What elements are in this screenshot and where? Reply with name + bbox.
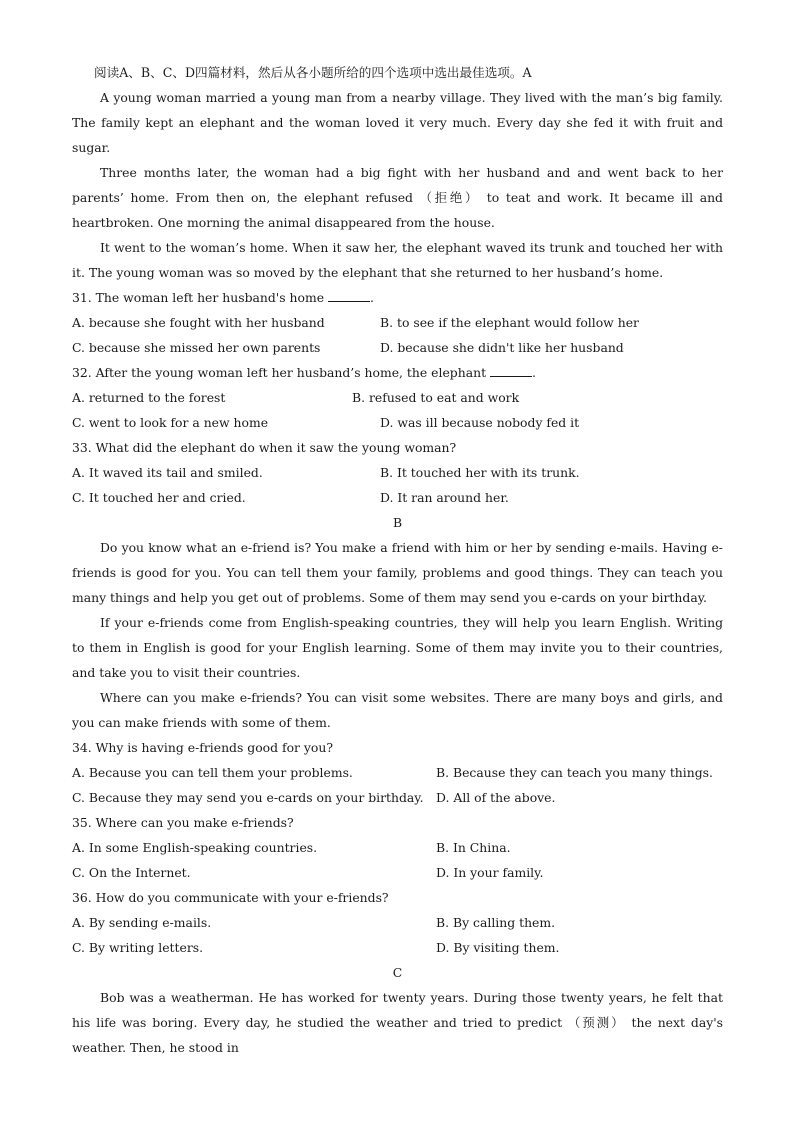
question-32-options-row-2 [72, 410, 723, 435]
option-c[interactable]: C. went to look for a new home [72, 415, 269, 430]
option-a[interactable]: A. In some English-speaking countries. [72, 840, 318, 855]
answer-blank [490, 362, 532, 377]
question-33-options-row-2 [72, 485, 723, 510]
question-31-options-row-1 [72, 310, 723, 335]
option-a[interactable]: A. By sending e-mails. [72, 915, 212, 930]
passage-b-paragraph-2: If your e-friends come from English-speaking countries, they will help you learn English. Writing to them in English is good for your English learning. Some of them may invite you to their countries, and take you to visit their countries. [72, 615, 723, 680]
option-d[interactable]: D. By visiting them. [436, 940, 560, 955]
option-a[interactable]: A. because she fought with her husband [72, 315, 325, 330]
option-d[interactable]: D. All of the above. [436, 790, 556, 805]
question-35: 35. Where can you make e-friends? [72, 815, 294, 830]
question-31 [72, 285, 723, 310]
question-33: 33. What did the elephant do when it saw the young woman? [72, 440, 457, 455]
option-b[interactable]: B. Because they can teach you many things. [436, 765, 713, 780]
option-b[interactable]: B. In China. [436, 840, 511, 855]
option-d[interactable]: D. because she didn't like her husband [380, 340, 624, 355]
question-tail: . [369, 290, 374, 305]
question-stem: 31. The woman left her husband's home [72, 290, 325, 305]
passage-b-paragraph-3: Where can you make e-friends? You can visit some websites. There are many boys and girls, and you can make friends with some of them. [72, 690, 723, 730]
option-d[interactable]: D. was ill because nobody fed it [380, 415, 580, 430]
question-stem: 32. After the young woman left her husband’s home, the elephant [72, 365, 487, 380]
option-a[interactable]: A. Because you can tell them your problems. [72, 765, 353, 780]
reading-instruction: 阅读A、B、C、D四篇材料，然后从各小题所给的四个选项中选出最佳选项。A [94, 65, 532, 80]
option-c[interactable]: C. By writing letters. [72, 940, 204, 955]
option-c[interactable]: C. It touched her and cried. [72, 490, 246, 505]
option-c[interactable]: C. because she missed her own parents [72, 340, 321, 355]
option-b[interactable]: B. refused to eat and work [352, 390, 520, 405]
passage-a-paragraph-3: It went to the woman’s home. When it saw her, the elephant waved its trunk and touched her with it. The young woman was so moved by the elephant that she returned to her husband’s home. [72, 240, 723, 280]
passage-a-paragraph-2: Three months later, the woman had a big fight with her husband and and went back to her parents’ home. From then on, the elephant refused （拒绝） to teat and work. It became ill and heartbroken. One morning the animal disappeared from the house. [72, 165, 723, 230]
answer-blank [328, 287, 370, 302]
question-35-options-row-2 [72, 860, 723, 885]
question-35-options-row-1 [72, 835, 723, 860]
passage-c-label: C [392, 965, 403, 980]
passage-b-label: B [392, 515, 403, 530]
question-32 [72, 360, 723, 385]
question-34-options-row-2 [72, 785, 723, 810]
passage-c-paragraph-1: Bob was a weatherman. He has worked for twenty years. During those twenty years, he felt that his life was boring. Every day, he studied the weather and tried to predict （预测） the next day's weather. Then, he stood in [72, 990, 723, 1055]
question-36-options-row-1 [72, 910, 723, 935]
passage-a-paragraph-1: A young woman married a young man from a nearby village. They lived with the man’s big family. The family kept an elephant and the woman loved it very much. Every day she fed it with fruit and sugar. [72, 90, 723, 155]
question-36: 36. How do you communicate with your e-friends? [72, 890, 389, 905]
option-b[interactable]: B. It touched her with its trunk. [380, 465, 580, 480]
passage-b-paragraph-1: Do you know what an e-friend is? You make a friend with him or her by sending e-mails. Having e-friends is good for you. You can tell them your family, problems and good things. They can teach you many things and help you get out of problems. Some of them may send you e-cards on your birthday. [72, 540, 723, 605]
option-a[interactable]: A. It waved its tail and smiled. [72, 465, 263, 480]
question-31-options-row-2 [72, 335, 723, 360]
option-a[interactable]: A. returned to the forest [72, 390, 226, 405]
option-c[interactable]: C. Because they may send you e-cards on your birthday. [72, 790, 424, 805]
option-d[interactable]: D. It ran around her. [380, 490, 509, 505]
option-b[interactable]: B. to see if the elephant would follow her [380, 315, 639, 330]
option-c[interactable]: C. On the Internet. [72, 865, 191, 880]
question-36-options-row-2 [72, 935, 723, 960]
option-b[interactable]: B. By calling them. [436, 915, 556, 930]
question-34-options-row-1 [72, 760, 723, 785]
option-d[interactable]: D. In your family. [436, 865, 544, 880]
question-32-options-row-1 [72, 385, 723, 410]
question-33-options-row-1 [72, 460, 723, 485]
question-tail: . [532, 365, 536, 380]
question-34: 34. Why is having e-friends good for you? [72, 740, 333, 755]
exam-page [72, 60, 723, 1060]
